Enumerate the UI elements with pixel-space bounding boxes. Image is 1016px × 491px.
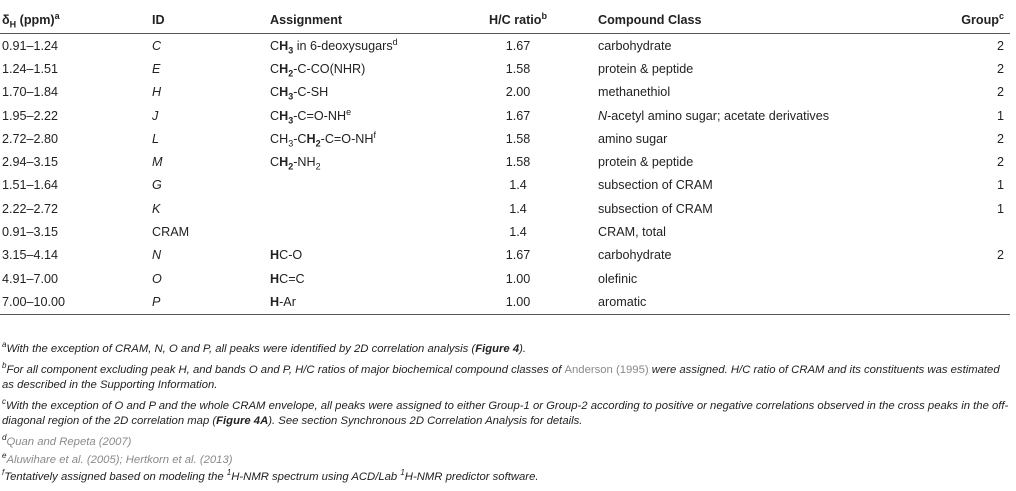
cell-ratio: 1.00 — [505, 294, 531, 309]
cell-shift: 2.94–3.15 — [2, 155, 59, 170]
cell-ratio: 1.4 — [509, 201, 527, 216]
cell-class: amino sugar — [598, 131, 668, 146]
table-row — [0, 267, 1010, 290]
cell-shift: 1.70–1.84 — [2, 85, 59, 100]
cell-group: 2 — [996, 85, 1004, 100]
cell-assignment: HC=C — [270, 271, 305, 286]
cell-id: CRAM — [152, 225, 190, 240]
cell-assignment: $CH_3$ in 6-deoxysugars$^d$ — [270, 36, 398, 56]
cell-group: 1 — [996, 108, 1004, 123]
cell-assignment: HC-O — [270, 248, 303, 263]
cell-id: P — [152, 294, 161, 309]
cell-shift: 1.51–1.64 — [2, 178, 59, 193]
cell-ratio: 1.67 — [505, 248, 531, 263]
cell-shift: 2.22–2.72 — [2, 201, 59, 216]
nmr-assignment-table — [0, 6, 1010, 315]
cell-group: 2 — [996, 38, 1004, 53]
cell-id: M — [152, 155, 163, 170]
cell-assignment: $CH_2-NH_2$ — [270, 155, 321, 172]
cell-shift: 4.91–7.00 — [2, 271, 59, 286]
cell-id: C — [152, 38, 162, 53]
footnote-e: $^e$Aluwihare et al. (2005); Hertkorn et al. (2013) — [2, 450, 233, 466]
cell-class: protein & peptide — [598, 155, 694, 170]
header-compound-class: Compound Class — [598, 12, 702, 27]
cell-class: carbohydrate — [598, 248, 672, 263]
table-row — [0, 197, 1010, 220]
cell-assignment: $CH_3-C-SH$ — [270, 85, 329, 102]
footnote-d: $^d$Quan and Repeta (2007) — [2, 433, 132, 448]
table-row — [0, 57, 1010, 80]
cell-shift: 0.91–3.15 — [2, 225, 59, 240]
cell-ratio: 1.58 — [505, 155, 531, 170]
table-row — [0, 290, 1010, 314]
cell-group: 1 — [996, 178, 1004, 193]
table-row — [0, 127, 1010, 150]
cell-assignment: $CH_2-C-CO(NHR)$ — [270, 61, 366, 79]
cell-class: carbohydrate — [598, 38, 672, 53]
cell-id: H — [152, 85, 162, 100]
cell-shift: 1.95–2.22 — [2, 108, 59, 123]
cell-group — [878, 220, 1010, 243]
footnote-b: $^b$For all component excluding peak H, and bands O and P, H/C ratios of major biochemical compound classes of Anderson (1995) were assigned. H/C ratio of CRAM and its constituents was estimated as described in the Supporting Information. — [2, 360, 1000, 392]
cell-ratio: 2.00 — [505, 85, 531, 100]
cell-class: subsection of CRAM — [598, 201, 713, 216]
cell-class: methanethiol — [598, 85, 671, 100]
cell-group: 2 — [996, 155, 1004, 170]
header-shift: $\delta_H$ (ppm)$^a$ — [2, 10, 60, 30]
cell-group — [878, 290, 1010, 314]
cell-group — [878, 267, 1010, 290]
cell-assignment: $CH_3-C=O-NH^e$ — [270, 106, 352, 126]
footnote-a: $^a$With the exception of CRAM, N, O and P, all peaks were identified by 2D correlation analysis (Figure 4). — [2, 340, 527, 355]
cell-group: 2 — [996, 131, 1004, 146]
cell-ratio: 1.67 — [505, 108, 531, 123]
reference-link[interactable]: Aluwihare et al. (2005); Hertkorn et al. (2013) — [6, 453, 233, 466]
cell-shift: 1.24–1.51 — [2, 61, 59, 76]
table-row — [0, 174, 1010, 197]
header-id: ID — [152, 12, 165, 27]
cell-id: G — [152, 178, 162, 193]
cell-id: L — [152, 131, 160, 146]
table-row — [0, 104, 1010, 127]
cell-id: K — [152, 201, 161, 216]
header-row — [0, 6, 1010, 34]
cell-shift: 2.72–2.80 — [2, 131, 59, 146]
table-row — [0, 244, 1010, 267]
header-hc-ratio: H/C ratio$^b$ — [489, 10, 547, 27]
table-row — [0, 81, 1010, 104]
cell-ratio: 1.67 — [505, 38, 531, 53]
cell-group: 2 — [996, 61, 1004, 76]
footnote-f: $^f$Tentatively assigned based on modeling the $^1$H-NMR spectrum using ACD/Lab $^1$H-NMR predictor software. — [2, 468, 539, 484]
cell-shift: 3.15–4.14 — [2, 248, 59, 263]
table-row — [0, 150, 1010, 173]
cell-ratio: 1.4 — [509, 178, 527, 193]
cell-ratio: 1.58 — [505, 131, 531, 146]
cell-class: aromatic — [598, 294, 647, 309]
cell-shift: 7.00–10.00 — [2, 294, 66, 309]
table-row — [0, 34, 1010, 58]
cell-assignment: $CH_3-CH_2-C=O-NH^f$ — [270, 129, 376, 149]
cell-group: 1 — [996, 201, 1004, 216]
cell-assignment: H-Ar — [270, 294, 296, 309]
reference-link[interactable]: Quan and Repeta (2007) — [6, 435, 132, 448]
cell-id: J — [152, 108, 159, 123]
cell-ratio: 1.4 — [509, 225, 527, 240]
cell-assignment — [270, 197, 438, 220]
cell-shift: 0.91–1.24 — [2, 38, 59, 53]
table-footnotes — [2, 342, 1012, 491]
cell-ratio: 1.00 — [505, 271, 531, 286]
footnote-c: $^c$With the exception of O and P and the whole CRAM envelope, all peaks were assigned to either Group-1 or Group-2 according to positive or negative correlations observed in the cross peaks in the off-diagonal region of the 2D correlation map (Figure 4A). See section Synchronous 2D Correlation Analysis for details. — [2, 397, 1009, 428]
header-assignment: Assignment — [270, 12, 343, 27]
cell-assignment — [270, 220, 438, 243]
table-row — [0, 220, 1010, 243]
cell-class: CRAM, total — [598, 225, 666, 240]
cell-group: 2 — [996, 248, 1004, 263]
cell-ratio: 1.58 — [505, 61, 531, 76]
cell-id: N — [152, 248, 162, 263]
reference-link[interactable]: Anderson (1995) — [564, 363, 649, 376]
cell-id: O — [152, 271, 162, 286]
cell-id: E — [152, 61, 161, 76]
cell-class: protein & peptide — [598, 61, 694, 76]
cell-class: olefinic — [598, 271, 638, 286]
cell-assignment — [270, 174, 438, 197]
cell-class: subsection of CRAM — [598, 178, 713, 193]
cell-class: N-acetyl amino sugar; acetate derivatives — [598, 108, 830, 123]
header-group: Group$^c$ — [961, 10, 1004, 27]
